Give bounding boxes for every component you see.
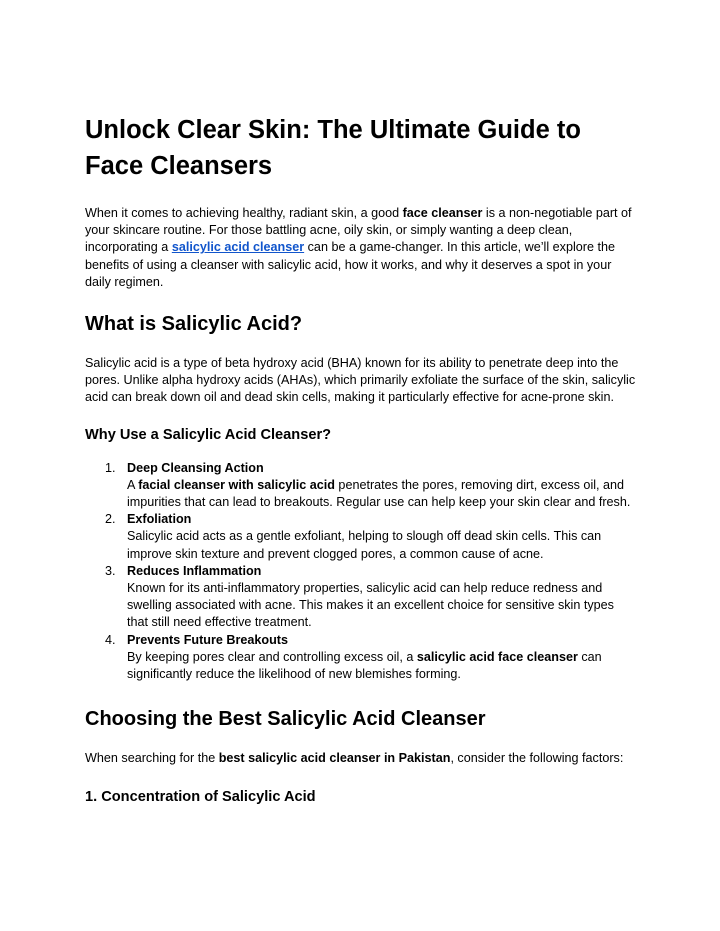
list-item — [85, 632, 637, 684]
choosing-intro-paragraph: When searching for the best salicylic acid cleanser in Pakistan, consider the following factors: — [85, 751, 624, 766]
list-item-title: Deep Cleansing Action — [127, 460, 264, 475]
subheading-concentration: 1. Concentration of Salicylic Acid — [85, 789, 316, 806]
list-item-text: Known for its anti-inflammatory properties, salicylic acid can help reduce redness and swelling associated with acne. This makes it an excellent choice for sensitive skin types that still need effective treatment. — [127, 581, 614, 630]
list-number: 1. — [105, 460, 116, 475]
list-number: 3. — [105, 563, 116, 578]
list-item — [85, 563, 637, 632]
list-item-text: By keeping pores clear and controlling excess oil, a salicylic acid face cleanser can significantly reduce the likelihood of new blemishes forming. — [127, 649, 602, 682]
list-item — [85, 511, 637, 563]
list-item-title: Reduces Inflammation — [127, 563, 262, 578]
salicylic-acid-definition-paragraph: Salicylic acid is a type of beta hydroxy acid (BHA) known for its ability to penetrate deep into the pores. Unlike alpha hydroxy acids (AHAs), which primarily exfoliate the surface of the skin, salicylic acid can break down oil and dead skin cells, making it particularly effective for acne-prone skin. — [85, 356, 636, 405]
list-number: 2. — [105, 512, 116, 527]
section-heading-choosing-best-cleanser: Choosing the Best Salicylic Acid Cleanser — [85, 708, 486, 731]
keyword-face-cleanser: face cleanser — [402, 206, 483, 220]
list-item-text: A facial cleanser with salicylic acid penetrates the pores, removing dirt, excess oil, and impurities that can lead to breakouts. Regular use can help keep your skin clear and fresh. — [127, 477, 631, 510]
list-number: 4. — [105, 632, 116, 647]
intro-paragraph: When it comes to achieving healthy, radiant skin, a good face cleanser is a non-negotiable part of your skincare routine. For those battling acne, oily skin, or simply wanting a deep clean, incorporating a salicylic acid cleanser can be a game-changer. In this article, we’ll explore the benefits of using a cleanser with salicylic acid, how it works, and why it deserves a spot in your daily regimen. — [85, 206, 632, 289]
list-item-title: Exfoliation — [127, 512, 192, 527]
list-item — [85, 460, 637, 512]
salicylic-acid-cleanser-link[interactable]: salicylic acid cleanser — [171, 240, 305, 255]
benefits-list — [85, 460, 637, 684]
section-heading-what-is-salicylic-acid: What is Salicylic Acid? — [85, 313, 303, 336]
document-page — [85, 112, 637, 807]
list-item-text: Salicylic acid acts as a gentle exfoliant, helping to slough off dead skin cells. This can improve skin texture and prevent clogged pores, a common cause of acne. — [127, 529, 602, 561]
list-item-title: Prevents Future Breakouts — [127, 632, 288, 647]
page-title: Unlock Clear Skin: The Ultimate Guide to Face Cleansers — [85, 116, 581, 180]
subheading-why-use-cleanser: Why Use a Salicylic Acid Cleanser? — [85, 426, 332, 443]
